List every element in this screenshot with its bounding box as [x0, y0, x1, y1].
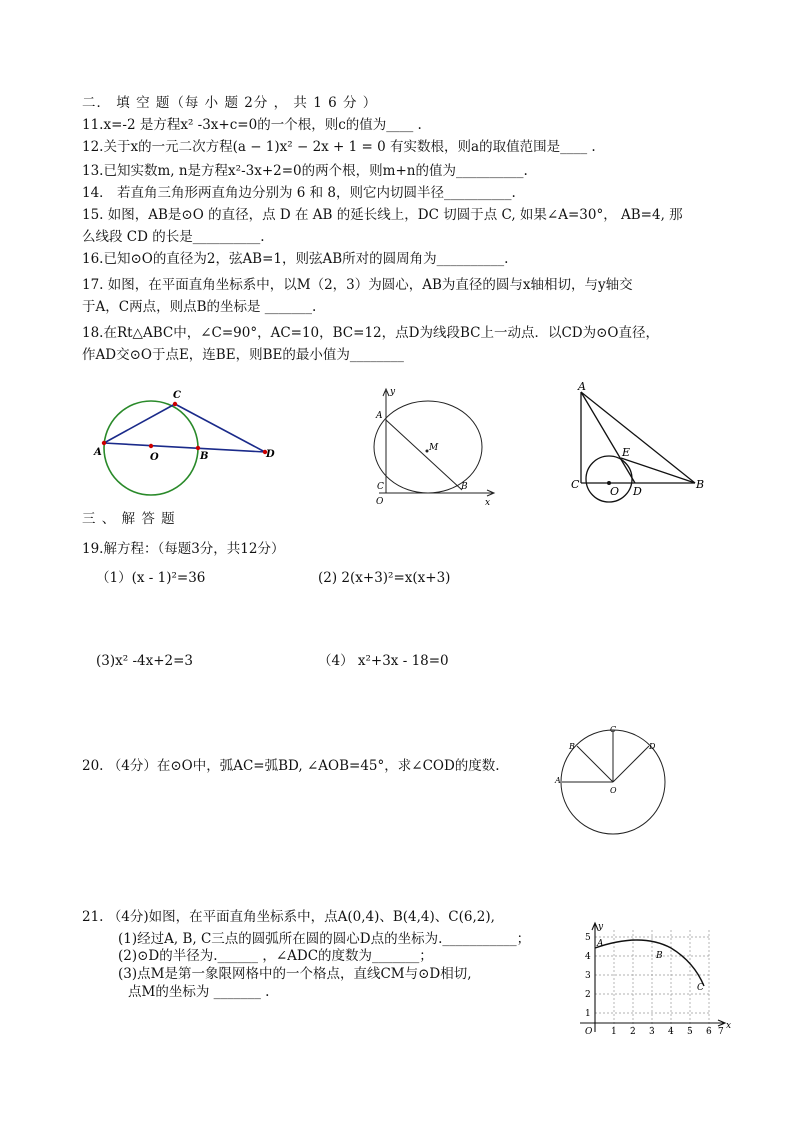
section2-heading: 二． 填 空 题（每 小 题 2分 ， 共 1 6 分 ） — [82, 95, 378, 111]
label-m: M — [429, 443, 439, 453]
tick-x-5: 5 — [687, 1027, 693, 1037]
label-b: B — [656, 951, 663, 961]
label-c: C — [697, 983, 704, 993]
tick-y-4: 4 — [585, 952, 591, 962]
label-a: A — [555, 776, 561, 785]
tick-y-1: 1 — [585, 1009, 591, 1019]
question-19-4: （4） x²+3x - 18=0 — [318, 653, 449, 669]
label-o: O — [376, 497, 384, 507]
tick-y-5: 5 — [585, 933, 591, 943]
question-18-line1: 18.在Rt△ABC中，∠C=90°，AC=10，BC=12，点D为线段BC上一动点．以CD为⊙O直径， — [82, 325, 659, 341]
label-a: A — [578, 380, 586, 393]
question-15-line2: 么线段 CD 的长是__________. — [82, 229, 265, 245]
figure-q20 — [555, 725, 685, 837]
question-13: 13.已知实数m, n是方程x²-3x+2=0的两个根，则m+n的值为__________. — [82, 163, 528, 179]
figure-q17 — [365, 385, 505, 510]
label-o: O — [150, 452, 159, 463]
figure-q21 — [576, 922, 736, 1047]
label-a: A — [597, 939, 604, 949]
label-a: A — [94, 447, 102, 458]
tick-x-2: 2 — [630, 1027, 636, 1037]
question-21-sub4: 点M的坐标为 _______ . — [128, 984, 270, 1000]
label-x: x — [485, 498, 491, 508]
section3-heading: 三 、 解 答 题 — [82, 511, 176, 527]
question-17-line2: 于A，C两点，则点B的坐标是 _______. — [82, 299, 317, 315]
label-b: B — [569, 742, 575, 751]
question-17-line1: 17. 如图，在平面直角坐标系中，以M（2，3）为圆心，AB为直径的圆与x轴相切，与y轴交 — [82, 277, 633, 293]
label-d: D — [649, 742, 656, 751]
question-18-line2: 作AD交⊙O于点E，连BE，则BE的最小值为________ — [82, 347, 404, 363]
question-20: 20. （4分）在⊙O中，弧AC=弧BD, ∠AOB=45°，求∠COD的度数. — [82, 758, 500, 774]
label-d: D — [266, 449, 275, 460]
tick-x-3: 3 — [649, 1027, 655, 1037]
tick-x-6: 6 — [706, 1027, 712, 1037]
tick-x-1: 1 — [611, 1027, 617, 1037]
label-b: B — [461, 482, 468, 492]
label-o: O — [610, 485, 620, 498]
question-11: 11.x=-2 是方程x² -3x+c=0的一个根，则c的值为____ . — [82, 117, 422, 133]
tick-y-2: 2 — [585, 990, 591, 1000]
question-21-sub1: (1)经过A, B, C三点的圆弧所在圆的圆心D点的坐标为.___________； — [118, 931, 531, 947]
label-y: y — [390, 387, 396, 397]
question-19-title: 19.解方程：（每题3分，共12分） — [82, 541, 285, 557]
label-o: O — [585, 1027, 593, 1037]
question-14: 14． 若直角三角形两直角边分别为 6 和 8，则它内切圆半径__________. — [82, 185, 516, 201]
label-b: B — [696, 478, 705, 491]
question-12: 12.关于x的一元二次方程(a − 1)x² − 2x + 1 = 0 有实数根，则a的取值范围是____ . — [82, 139, 596, 155]
label-a: A — [376, 411, 383, 421]
figure-q15 — [90, 385, 290, 485]
label-c: C — [571, 478, 580, 491]
label-c: C — [173, 390, 181, 401]
question-21-line1: 21. （4分)如图，在平面直角坐标系中，点A(0,4)、B(4,4)、C(6,2), — [82, 909, 495, 925]
question-16: 16.已知⊙O的直径为2，弦AB=1，则弦AB所对的圆周角为__________. — [82, 251, 509, 267]
question-21-sub3: (3)点M是第一象限网格中的一个格点，直线CM与⊙D相切, — [118, 966, 472, 982]
label-y: y — [598, 922, 604, 932]
label-c: C — [610, 725, 617, 734]
label-e: E — [622, 446, 631, 459]
label-b: B — [200, 451, 209, 462]
tick-x-7: 7 — [718, 1027, 724, 1037]
question-21-sub2: (2)⊙D的半径为.______ ，∠ADC的度数为_______； — [118, 948, 433, 964]
question-15-line1: 15. 如图，AB是⊙O 的直径，点 D 在 AB 的延长线上，DC 切圆于点 C, 如果∠A=30°， AB=4, 那 — [82, 207, 683, 223]
tick-y-3: 3 — [585, 971, 591, 981]
label-x: x — [726, 1021, 732, 1031]
figure-q18 — [565, 380, 715, 500]
question-19-2: (2) 2(x+3)²=x(x+3) — [318, 570, 451, 586]
label-d: D — [633, 485, 642, 498]
question-19-1: （1）(x - 1)²=36 — [96, 570, 206, 586]
label-o: O — [610, 786, 617, 795]
label-c: C — [377, 482, 384, 492]
question-19-3: (3)x² -4x+2=3 — [96, 653, 194, 669]
tick-x-4: 4 — [668, 1027, 674, 1037]
